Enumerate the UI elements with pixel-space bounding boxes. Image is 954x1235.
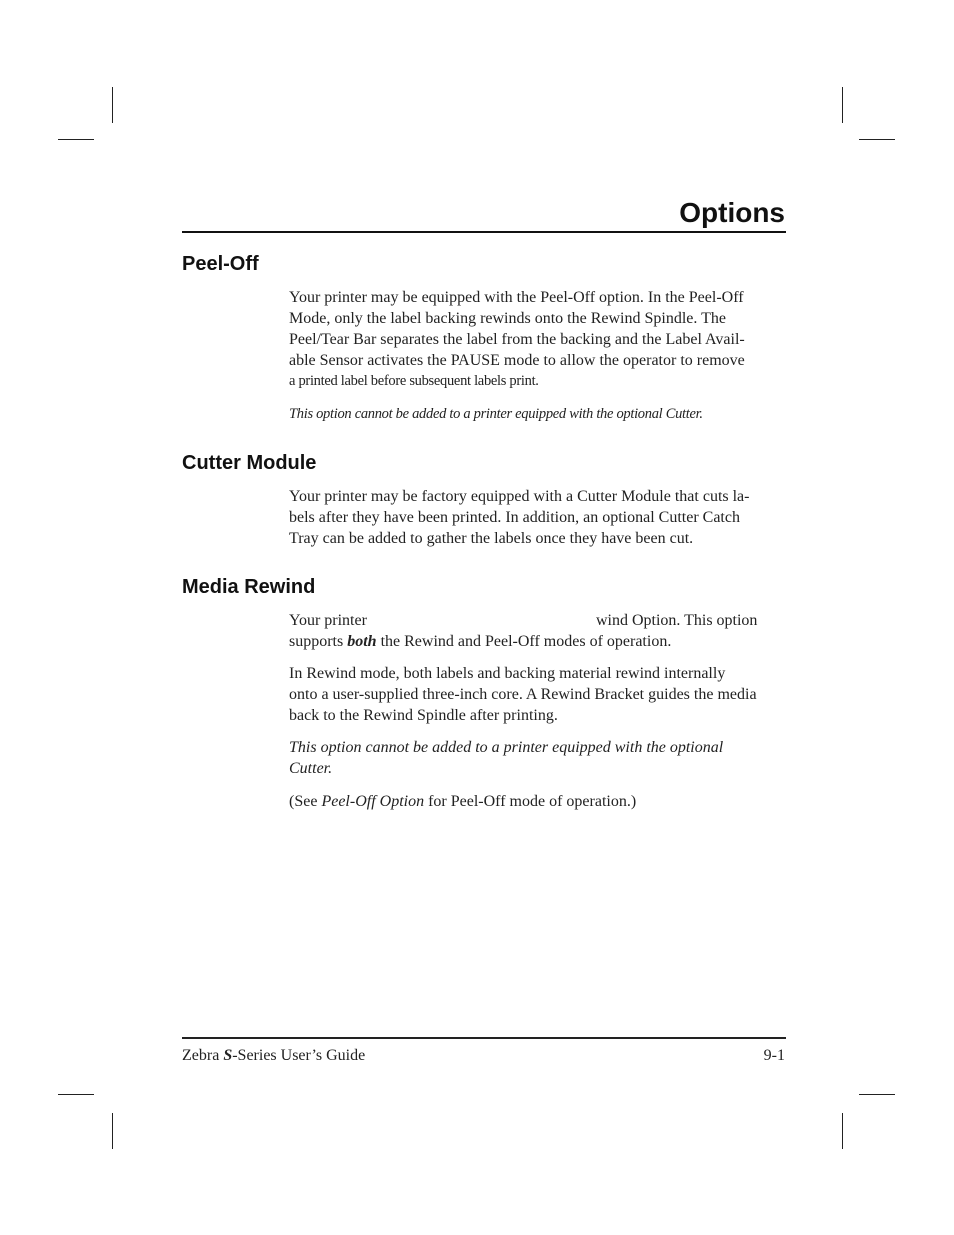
- text-line: Your printer may be equipped with the Peel-Off option. In the Peel-Off: [289, 289, 744, 306]
- crop-mark-top-left-horizontal: [58, 139, 94, 140]
- crop-mark-top-left-vertical: [112, 87, 113, 123]
- text-line: onto a user-supplied three-inch core. A Rewind Bracket guides the media: [289, 686, 757, 703]
- see-reference: [289, 791, 786, 812]
- footer-brand: Zebra: [182, 1047, 224, 1064]
- text-line: Mode, only the label backing rewinds onto the Rewind Spindle. The: [289, 310, 726, 327]
- crop-mark-bottom-left-horizontal: [58, 1094, 94, 1095]
- peel-off-note: This option cannot be added to a printer equipped with the optional Cutter.: [289, 406, 703, 422]
- text-fragment: supports: [289, 633, 348, 650]
- chapter-title: Options: [679, 197, 785, 228]
- footer-guide-name: -Series User’s Guide: [232, 1047, 366, 1064]
- text-fragment: wind Option. This option: [595, 612, 758, 629]
- section-heading-peel-off: Peel-Off: [182, 253, 259, 275]
- text-line: [289, 631, 786, 652]
- media-rewind-paragraph-1: [289, 610, 786, 652]
- cutter-module-paragraph: [289, 486, 786, 549]
- crop-mark-bottom-right-horizontal: [859, 1094, 895, 1095]
- text-fragment: the Rewind and Peel-Off modes of operation.: [376, 633, 672, 650]
- media-rewind-paragraph-2: [289, 663, 786, 726]
- peel-off-option-reference: Peel-Off Option: [321, 793, 425, 810]
- footer-series-letter: S: [223, 1047, 233, 1064]
- text-line: Your printer may be factory equipped with a Cutter Module that cuts la-: [289, 488, 750, 505]
- section-heading-cutter-module: Cutter Module: [182, 452, 317, 474]
- text-fragment: for Peel-Off mode of operation.): [424, 793, 637, 810]
- section-heading-media-rewind: Media Rewind: [182, 576, 316, 598]
- text-line: Tray can be added to gather the labels once they have been cut.: [289, 530, 694, 547]
- crop-mark-bottom-left-vertical: [112, 1113, 113, 1149]
- footer-guide-title: [182, 1045, 365, 1066]
- footer-rule: [182, 1037, 786, 1039]
- peel-off-paragraph: [289, 287, 786, 392]
- text-line: [289, 610, 786, 631]
- text-line: This option cannot be added to a printer equipped with the optional: [289, 739, 724, 756]
- text-line: In Rewind mode, both labels and backing material rewind internally: [289, 665, 726, 682]
- text-line: Peel/Tear Bar separates the label from the backing and the Label Avail-: [289, 331, 745, 348]
- text-line: Cutter.: [289, 760, 333, 777]
- emphasis-both: both: [347, 633, 377, 650]
- text-line: back to the Rewind Spindle after printing.: [289, 707, 558, 724]
- title-rule: [182, 231, 786, 233]
- text-fragment: Your printer: [289, 612, 367, 629]
- text-line: a printed label before subsequent labels print.: [289, 373, 539, 389]
- media-rewind-note: [289, 737, 786, 779]
- crop-mark-top-right-vertical: [842, 87, 843, 123]
- page-number: 9-1: [763, 1047, 785, 1064]
- crop-mark-top-right-horizontal: [859, 139, 895, 140]
- text-line: bels after they have been printed. In addition, an optional Cutter Catch: [289, 509, 740, 526]
- text-line: able Sensor activates the PAUSE mode to allow the operator to remove: [289, 352, 745, 369]
- text-fragment: (See: [289, 793, 322, 810]
- crop-mark-bottom-right-vertical: [842, 1113, 843, 1149]
